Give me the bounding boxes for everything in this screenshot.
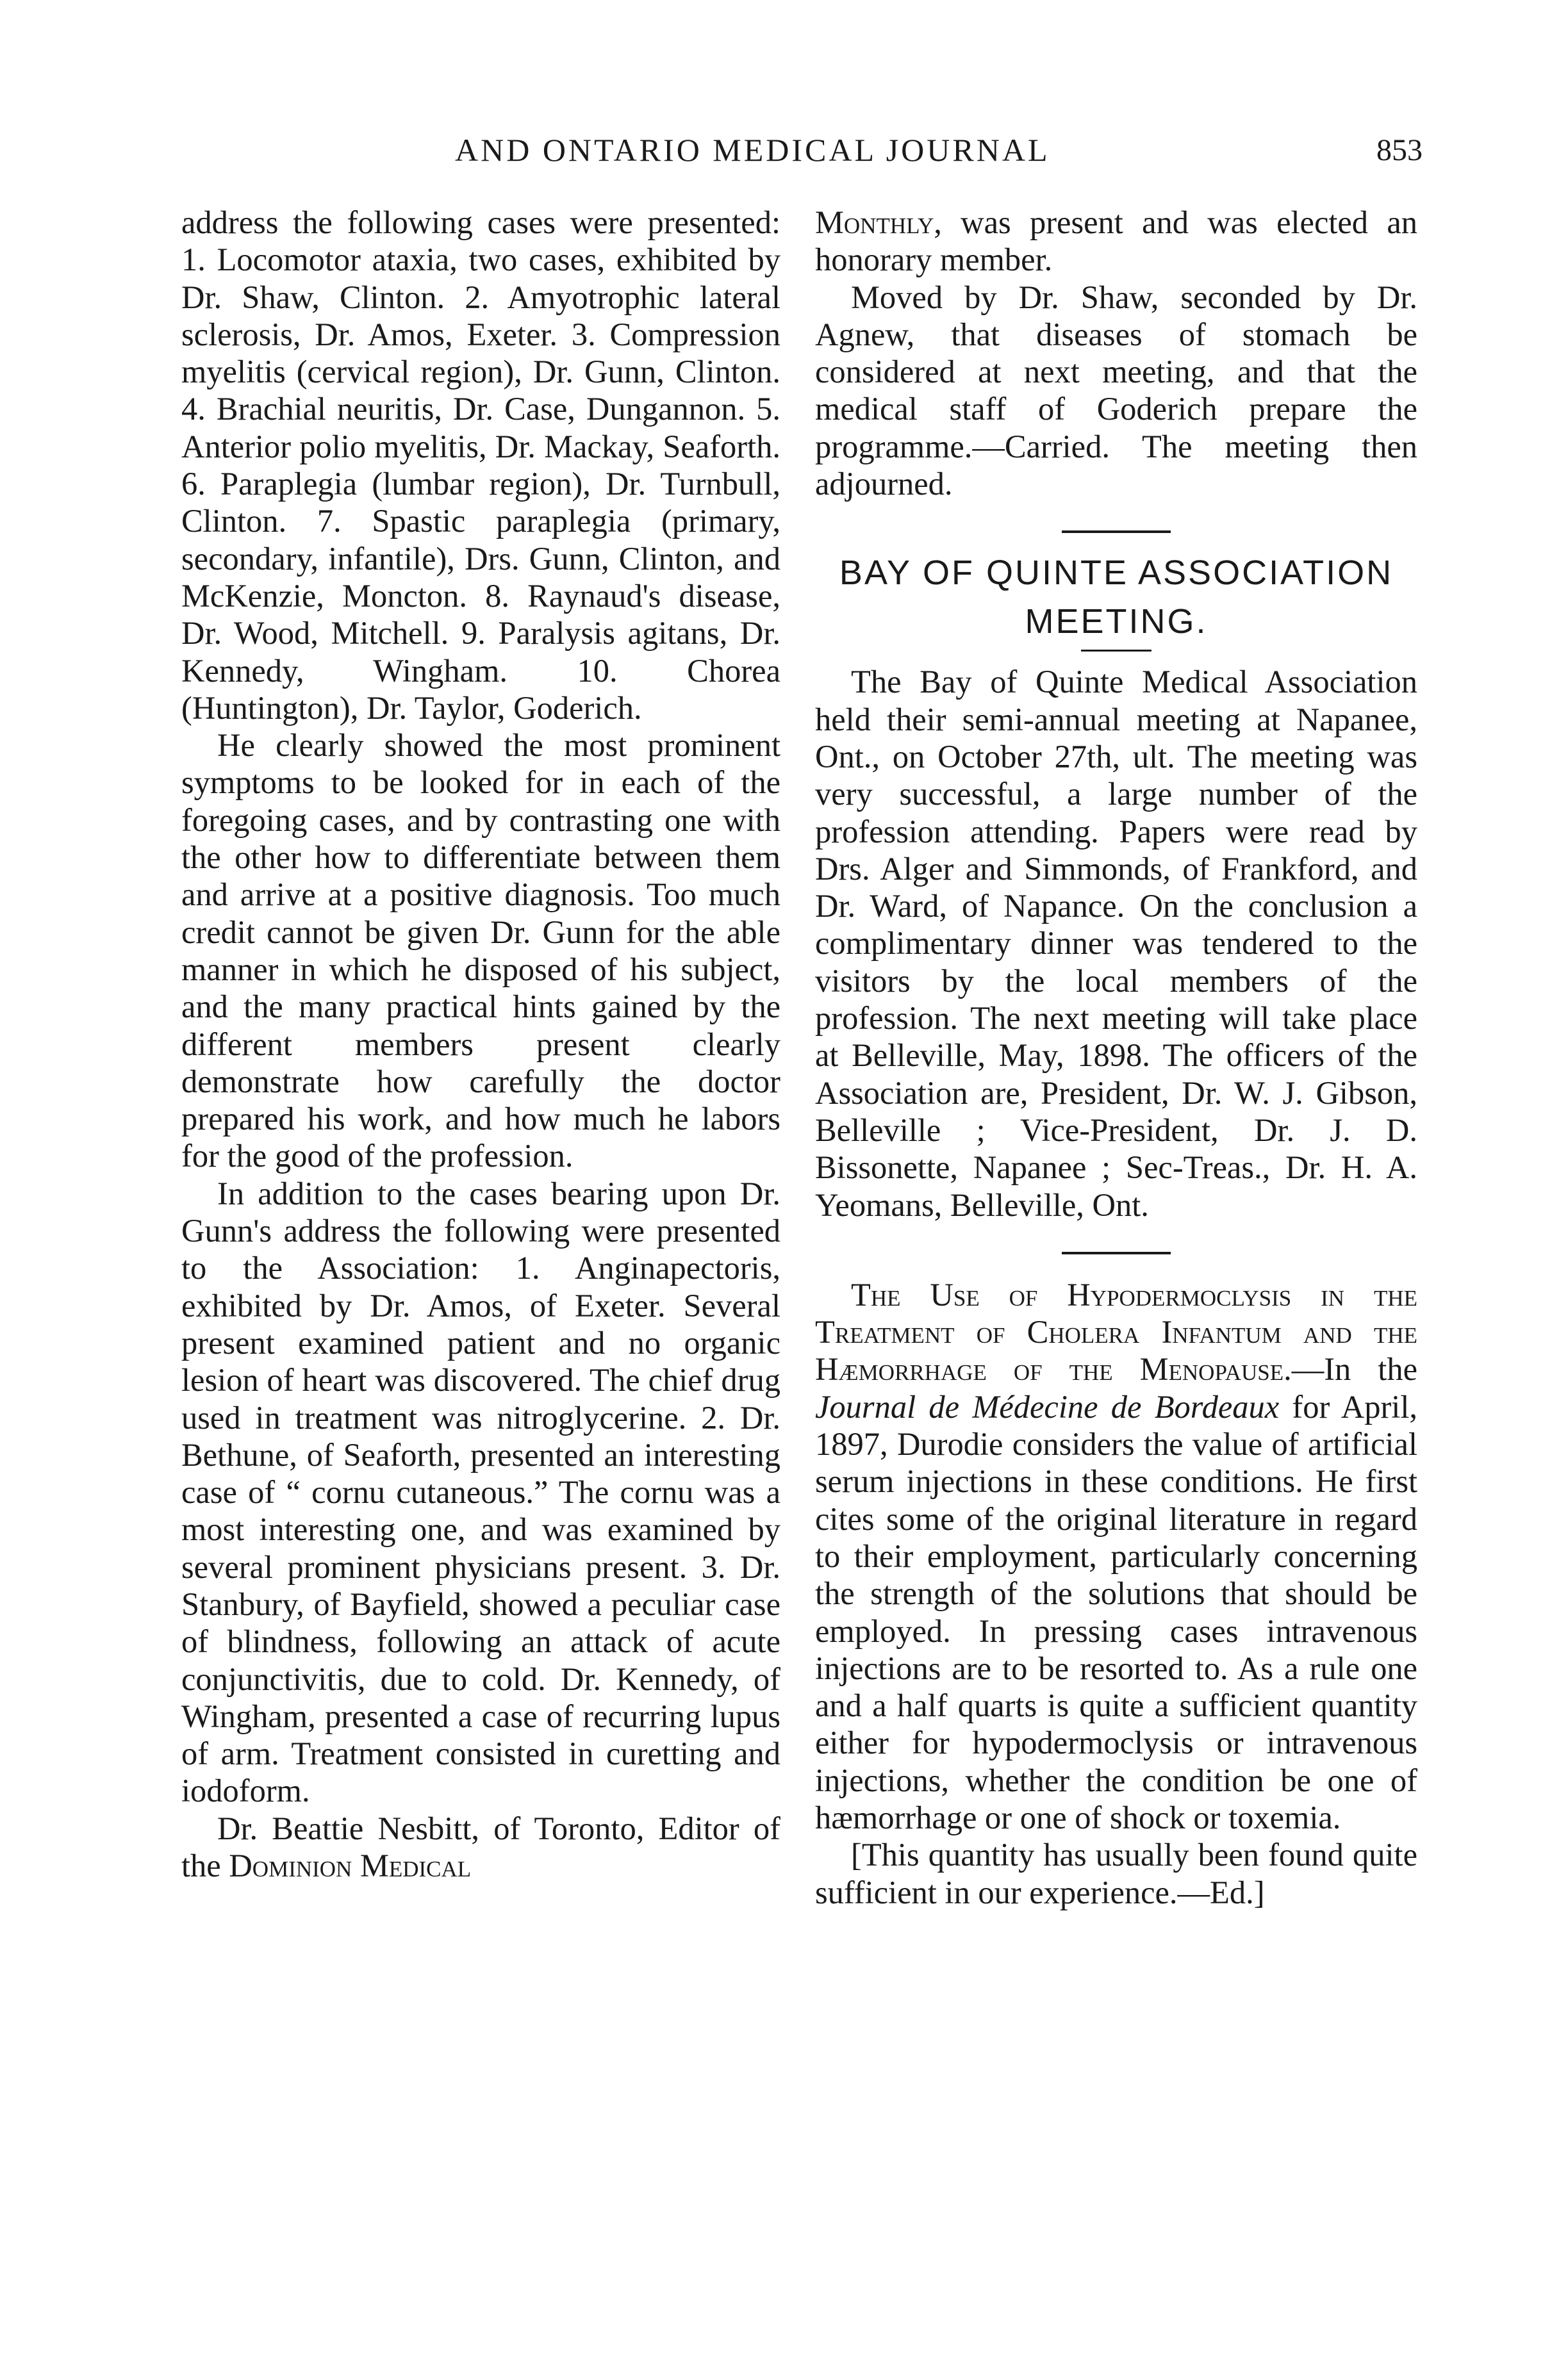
honorary-member-paragraph [815,204,1417,279]
gunn-address-paragraph: He clearly showed the most prominent symptoms to be looked for in each of the foregoing cases, and by contrasting one with the other how to differentiate between them and arrive at a positive diagnosis. Too much credit cannot be given Dr. Gunn for the able manner in which he disposed of his subject, and the many practical hints gained by the different members present clearly demonstrate how carefully the doctor prepared his work, and how much he labors for the good of the profession. [181,727,780,1174]
abstract-intro: —In the [1291,1351,1417,1388]
running-title: AND ONTARIO MEDICAL JOURNAL [455,132,1050,168]
abstract-paragraph [815,1276,1417,1836]
editor-note: [This quantity has usually been found quite sufficient in our experience.—Ed.] [815,1837,1417,1910]
nesbitt-text: Dr. Beattie Nesbitt, of Toronto, Editor of the [181,1810,780,1884]
page-header [179,131,1423,176]
honorary-member-text: , was present and was elected an honorary member. [815,204,1417,278]
section-heading-line2: MEETING. [1025,602,1208,641]
right-column [815,204,1417,1911]
journal-name-continued: Monthly [815,204,934,240]
abstract-journal: Journal de Médecine de Bordeaux [815,1388,1280,1425]
nesbitt-paragraph [181,1810,780,1885]
motion-paragraph: Moved by Dr. Shaw, seconded by Dr. Agnew, that diseases of stomach be considered at next meeting, and that the medical staff of Goderich prepare the programme.—Carried. The meeting then adjourned. [815,279,1417,502]
left-column [181,204,780,1884]
section-heading [815,548,1417,646]
abstract-text: for April, 1897, Durodie considers the value of artificial serum injections in these conditions. He first cites some of the original literature in regard to their employment, particularly concerning the strength of the solutions that should be employed. In pressing cases intravenous injections are to be resorted to. As a rule one and a half quarts is quite a sufficient quantity either for hypodermoclysis or intravenous injections, whether the condition be one of hæmorrhage or one of shock or toxemia. [815,1388,1417,1835]
abstract-title: The Use of Hypodermoclysis in the Treatment of Cholera Infantum and the Hæmorrhage of the Menopause. [815,1276,1417,1388]
bay-of-quinte-paragraph: The Bay of Quinte Medical Association held their semi-annual meeting at Napanee, Ont., on October 27th, ult. The meeting was very successful, a large number of the profession attending. Papers were read by Drs. Alger and Simmonds, of Frankford, and Dr. Ward, of Napance. On the conclusion a complimentary dinner was tendered to the visitors by the local members of the profession. The next meeting will take place at Belleville, May, 1898. The officers of the Association are, President, Dr. W. J. Gibson, Belleville ; Vice-President, Dr. J. D. Bissonette, Napanee ; Sec-Treas., Dr. H. A. Yeomans, Belleville, Ont. [815,664,1417,1223]
page-number: 853 [1376,133,1423,167]
journal-name: Dominion Medical [229,1848,472,1884]
additional-cases-paragraph: In addition to the cases bearing upon Dr. Gunn's address the following were presented to the Association: 1. Anginapectoris, exhibited by Dr. Amos, of Exeter. Several present examined patient and no organic lesion of heart was discovered. The chief drug used in treatment was nitroglycerine. 2. Dr. Bethune, of Seaforth, presented an interesting case of “ cornu cutaneous.” The cornu was a most interesting one, and was examined by several prominent physicians present. 3. Dr. Stanbury, of Bayfield, showed a peculiar case of blindness, following an attack of acute conjunctivitis, due to cold. Dr. Kennedy, of Wingham, presented a case of recurring lupus of arm. Treatment consisted in curetting and iodoform. [181,1175,780,1809]
section-heading-line1: BAY OF QUINTE ASSOCIATION [839,554,1394,593]
case-list-paragraph: address the following cases were presented: 1. Locomotor ataxia, two cases, exhibited by Dr. Shaw, Clinton. 2. Amyotrophic lateral sclerosis, Dr. Amos, Exeter. 3. Compression myelitis (cervical region), Dr. Gunn, Clinton. 4. Brachial neuritis, Dr. Case, Dungannon. 5. Anterior polio myelitis, Dr. Mackay, Seaforth. 6. Paraplegia (lumbar region), Dr. Turnbull, Clinton. 7. Spastic paraplegia (primary, secondary, infantile), Drs. Gunn, Clinton, and McKenzie, Moncton. 8. Raynaud's disease, Dr. Wood, Mitchell. 9. Paralysis agitans, Dr. Kennedy, Wingham. 10. Chorea (Huntington), Dr. Taylor, Goderich. [181,204,780,726]
